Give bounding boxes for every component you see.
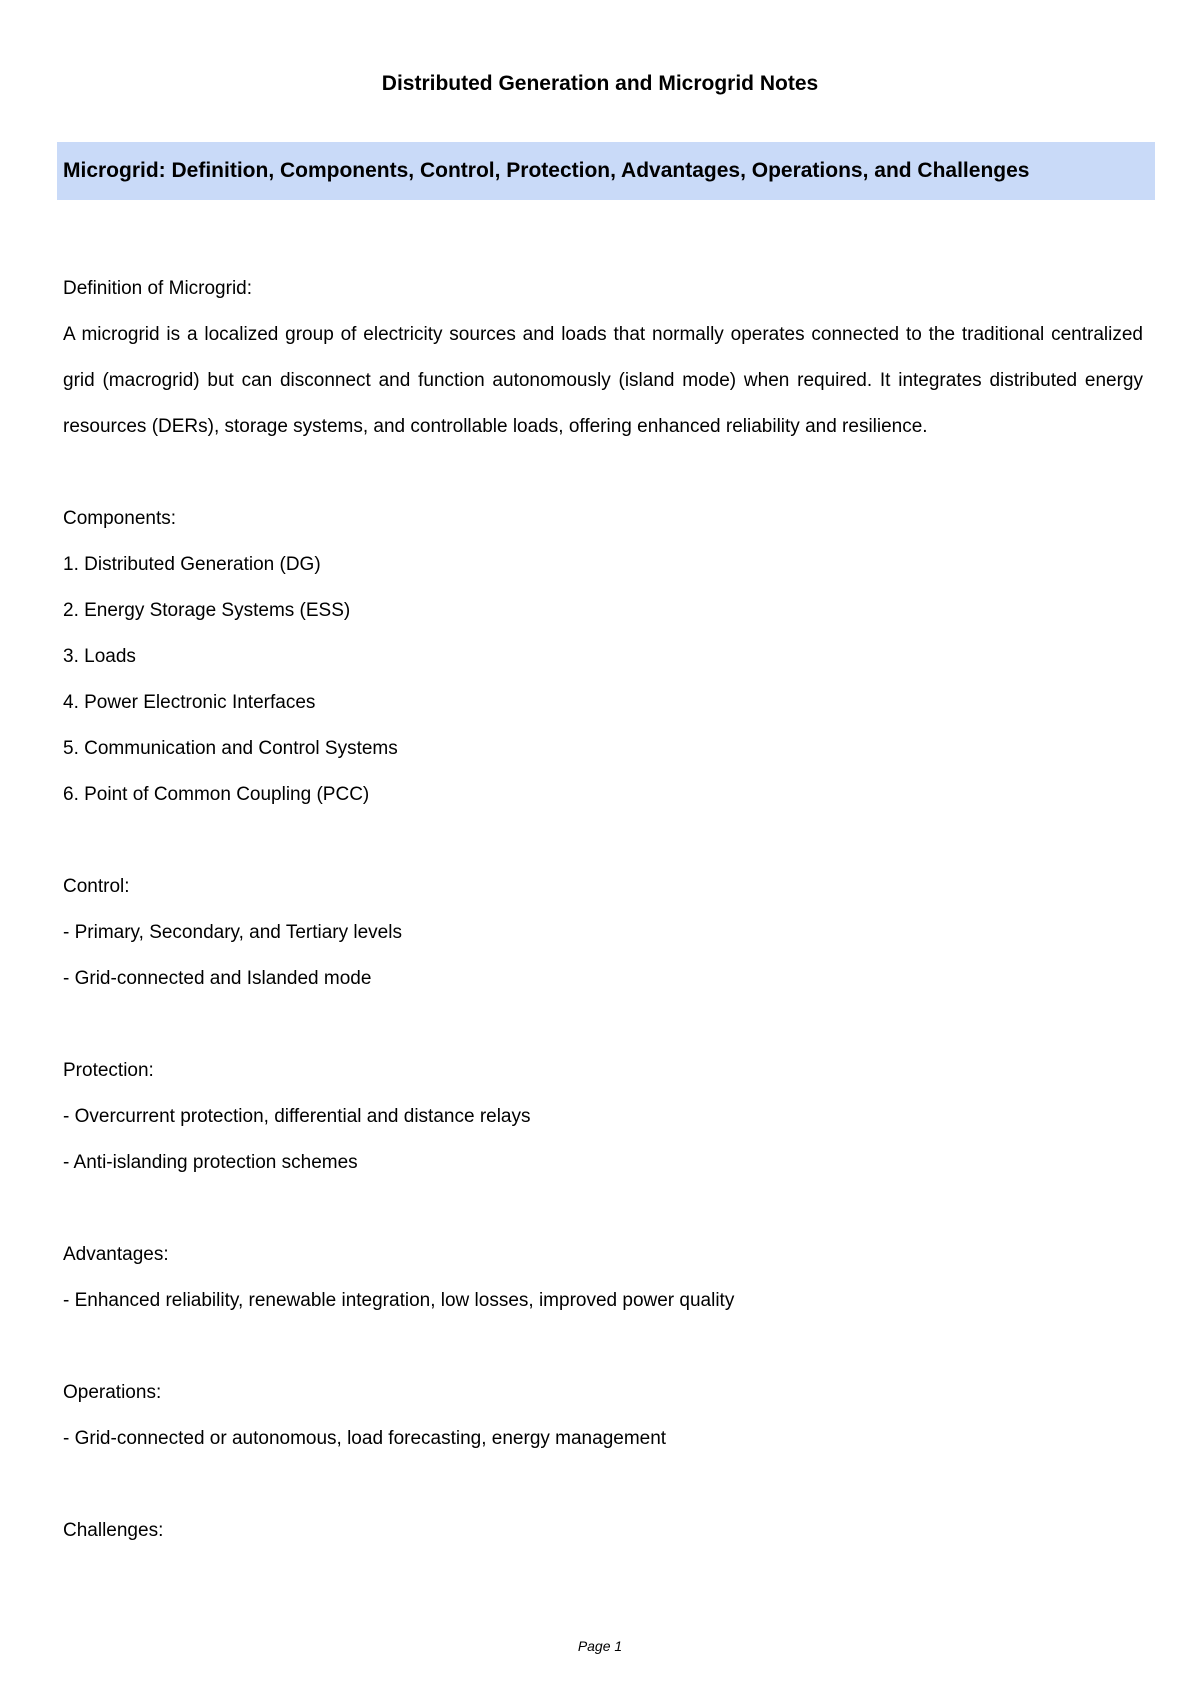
spacer [63,1002,1143,1048]
challenges-label: Challenges: [63,1520,164,1541]
components-item: 5. Communication and Control Systems [63,738,398,759]
spacer [63,1324,1143,1370]
components-item: 2. Energy Storage Systems (ESS) [63,600,351,621]
control-item: - Grid-connected and Islanded mode [63,968,372,989]
spacer [63,818,1143,864]
spacer [63,450,1143,496]
advantages-item: - Enhanced reliability, renewable integration, low losses, improved power quality [63,1290,735,1311]
definition-paragraph: A microgrid is a localized group of electricity sources and loads that normally operates connected to the traditional centralized grid (macrogrid) but can disconnect and function autonomously (island mode) when required. It integrates distributed energy resources (DERs), storage systems, and controllable loads, offering enhanced reliability and resilience. [63,324,1143,437]
components-item: 1. Distributed Generation (DG) [63,554,321,575]
definition-label: Definition of Microgrid: [63,278,253,299]
advantages-label: Advantages: [63,1244,169,1265]
protection-item: - Overcurrent protection, differential and distance relays [63,1106,531,1127]
spacer [63,1462,1143,1508]
control-item: - Primary, Secondary, and Tertiary levels [63,922,402,943]
components-label: Components: [63,508,177,529]
operations-item: - Grid-connected or autonomous, load forecasting, energy management [63,1428,667,1449]
section-heading: Microgrid: Definition, Components, Control, Protection, Advantages, Operations, and Challenges [57,142,1155,200]
spacer [63,1186,1143,1232]
control-label: Control: [63,876,130,897]
protection-item: - Anti-islanding protection schemes [63,1152,358,1173]
document-body [63,266,1143,1554]
document-title: Distributed Generation and Microgrid Notes [381,72,819,95]
protection-label: Protection: [63,1060,154,1081]
components-item: 6. Point of Common Coupling (PCC) [63,784,370,805]
components-item: 4. Power Electronic Interfaces [63,692,316,713]
operations-label: Operations: [63,1382,162,1403]
page-number-footer: Page 1 [577,1638,623,1654]
components-item: 3. Loads [63,646,136,667]
